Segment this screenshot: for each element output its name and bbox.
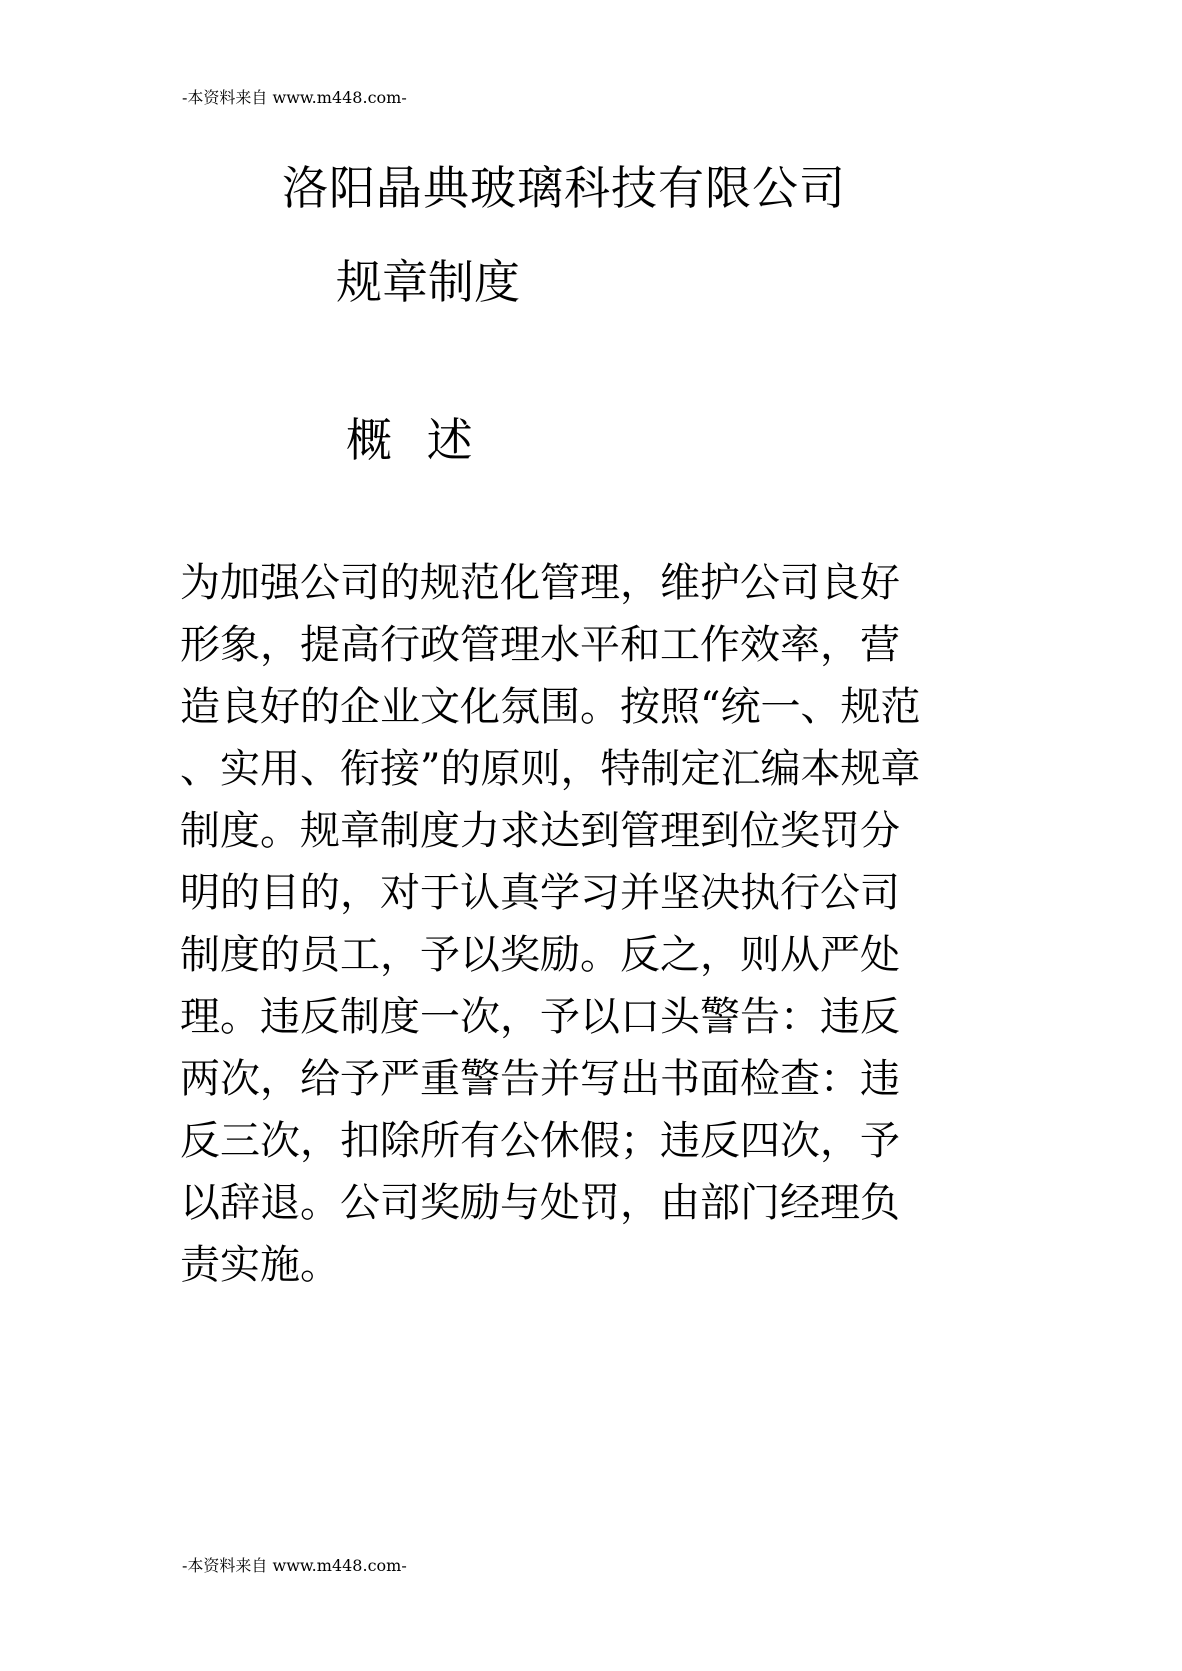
document-title: 规章制度 — [336, 255, 520, 309]
paragraph-line: 反三次，扣除所有公休假；违反四次，予 — [180, 1118, 900, 1164]
paragraph-line: 制度的员工，予以奖励。反之，则从严处 — [180, 932, 900, 978]
paragraph-line: 明的目的，对于认真学习并坚决执行公司 — [180, 870, 900, 916]
footer-source-note: -本资料来自 www.m448.com- — [182, 1556, 407, 1575]
paragraph-line: 两次，给予严重警告并写出书面检查：违 — [180, 1056, 900, 1102]
header-source-note: -本资料来自 www.m448.com- — [182, 88, 407, 107]
paragraph-line: 理。违反制度一次，予以口头警告：违反 — [180, 994, 900, 1040]
section-heading-overview: 概 述 — [346, 413, 483, 467]
paragraph-line: 制度。规章制度力求达到管理到位奖罚分 — [180, 808, 900, 854]
paragraph-line: 以辞退。公司奖励与处罚，由部门经理负 — [180, 1180, 900, 1226]
paragraph-line: 责实施。 — [180, 1242, 340, 1288]
paragraph-line: 形象，提高行政管理水平和工作效率，营 — [180, 622, 900, 668]
paragraph-line: 、实用、衔接”的原则，特制定汇编本规章 — [180, 746, 921, 792]
company-name-heading: 洛阳晶典玻璃科技有限公司 — [282, 161, 846, 215]
paragraph-line: 为加强公司的规范化管理，维护公司良好 — [180, 560, 900, 606]
overview-paragraph — [180, 552, 1010, 1296]
paragraph-line: 造良好的企业文化氛围。按照“统一、规范 — [180, 684, 921, 730]
